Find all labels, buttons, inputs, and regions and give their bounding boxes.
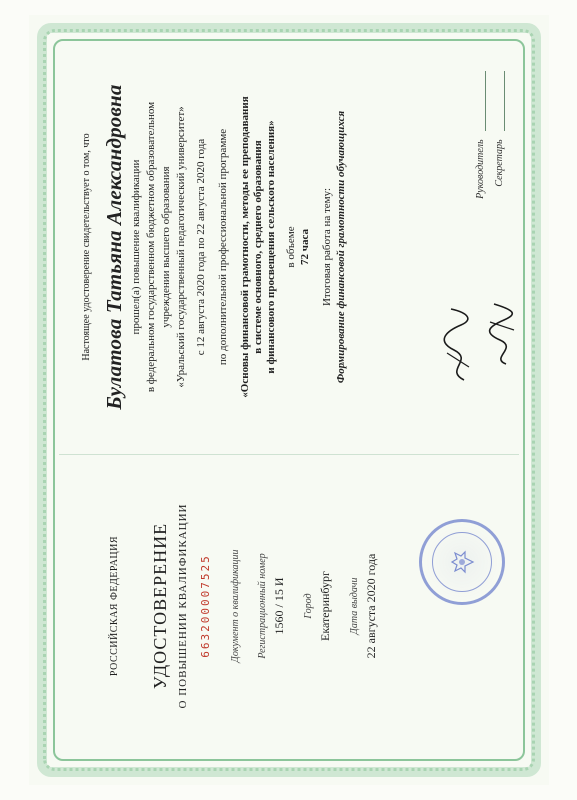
volume-label: в объеме [284, 226, 297, 268]
holder-name: Булатова Татьяна Александровна [101, 84, 126, 410]
official-stamp [419, 519, 505, 605]
qualification-line-1: прошел(а) повышение квалификации [129, 159, 142, 335]
training-dates: с 12 августа 2020 года по 22 августа 2020 года [194, 138, 207, 356]
head-label: Руководитель [474, 139, 486, 199]
head-signature-scribble [439, 305, 479, 385]
program-title-2: в системе основного, среднего образования [251, 140, 264, 354]
qualification-line-2: в федеральном государственном бюджетном образовательном [144, 101, 157, 393]
secretary-signature-line [492, 71, 505, 131]
document-subtitle: О ПОВЫШЕНИИ КВАЛИФИКАЦИИ [176, 503, 189, 709]
qualification-line-3: учреждении высшего образования [159, 166, 172, 328]
fold-line [59, 454, 519, 455]
document-type-label: Документ о квалификации [229, 549, 241, 663]
university-name: «Уральский государственный педагогический университет» [174, 106, 187, 388]
document-title: УДОСТОВЕРЕНИЕ [149, 522, 170, 690]
city-value: Екатеринбург [317, 571, 332, 641]
head-signature-line [473, 71, 486, 131]
country-name: РОССИЙСКАЯ ФЕДЕРАЦИЯ [108, 535, 120, 677]
head-signature-row [473, 71, 486, 281]
right-panel [63, 49, 515, 445]
issue-date-label: Дата выдачи [348, 577, 360, 635]
certificate [29, 15, 549, 785]
intro-text: Настоящее удостоверение свидетельствует о том, что [80, 133, 92, 361]
secretary-signature-row [492, 71, 505, 281]
program-title-1: «Основы финансовой грамотности, методы ее преподавания [238, 96, 251, 398]
left-panel [63, 461, 515, 751]
secretary-signature-scribble [484, 300, 524, 370]
program-title-3: и финансового просвещения сельского населения» [264, 120, 277, 374]
registration-label: Регистрационный номер [256, 553, 268, 659]
stamp-inner-ring [432, 532, 492, 592]
signatures-block [467, 71, 505, 281]
program-label: по дополнительной профессиональной программе [216, 128, 229, 366]
eagle-emblem-icon [447, 547, 477, 577]
registration-number: 1560 / 15 И [271, 577, 286, 635]
final-work-label: Итоговая работа на тему: [320, 187, 333, 307]
issue-date-value: 22 августа 2020 года [363, 553, 378, 659]
final-work-theme: Формирование финансовой грамотности обучающихся [334, 110, 347, 384]
document-number: 663200007525 [198, 554, 212, 658]
city-label: Город [302, 593, 314, 619]
secretary-label: Секретарь [493, 139, 505, 187]
hours-value: 72 часа [298, 229, 311, 265]
